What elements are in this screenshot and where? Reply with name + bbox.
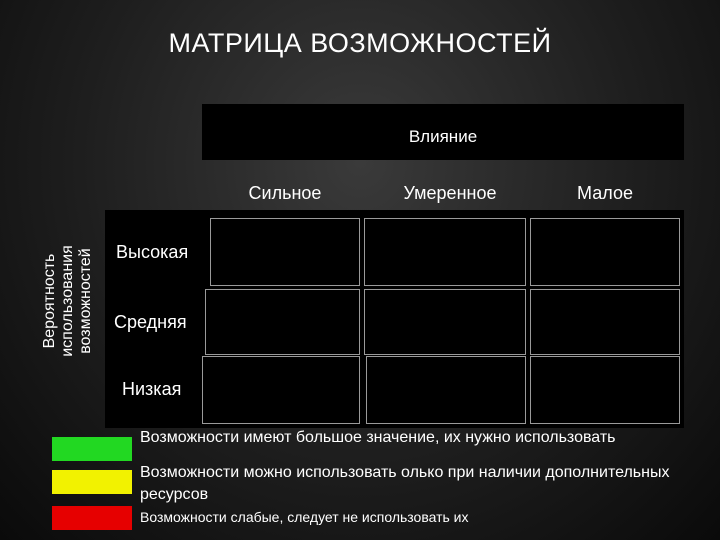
column-axis-label: Влияние (408, 127, 478, 146)
matrix-cell (364, 289, 526, 355)
column-header-moderate: Умеренное (403, 183, 497, 203)
column-header-low: Малое (577, 183, 633, 203)
matrix-cell (364, 218, 526, 286)
column-header-strong: Сильное (248, 183, 322, 203)
matrix-cell (210, 218, 360, 286)
matrix-cell (202, 356, 360, 424)
slide-title: МАТРИЦА ВОЗМОЖНОСТЕЙ (168, 28, 552, 58)
legend-text-green: Возможности имеют большое значение, их нужно использовать (140, 429, 616, 446)
legend-text-yellow: Возможности можно использовать олько при наличии дополнительных ресурсов (140, 464, 670, 503)
row-axis-label-line: Вероятность (41, 253, 58, 348)
matrix-cell (205, 289, 360, 355)
matrix-cell (366, 356, 526, 424)
row-label-high: Высокая (116, 242, 189, 262)
row-axis-label-line: возможностей (77, 247, 94, 354)
legend-swatch-yellow (52, 470, 132, 494)
matrix-cell (530, 289, 680, 355)
row-label-low: Низкая (122, 379, 182, 399)
row-axis-label-line: использования (59, 244, 76, 357)
legend-swatch-green (52, 437, 132, 461)
row-label-medium: Средняя (114, 312, 187, 332)
matrix-cell (530, 218, 680, 286)
row-axis-label (18, 218, 118, 383)
legend-swatch-red (52, 506, 132, 530)
matrix-cell (530, 356, 680, 424)
legend-text-red: Возможности слабые, следует не использовать их (140, 509, 469, 525)
